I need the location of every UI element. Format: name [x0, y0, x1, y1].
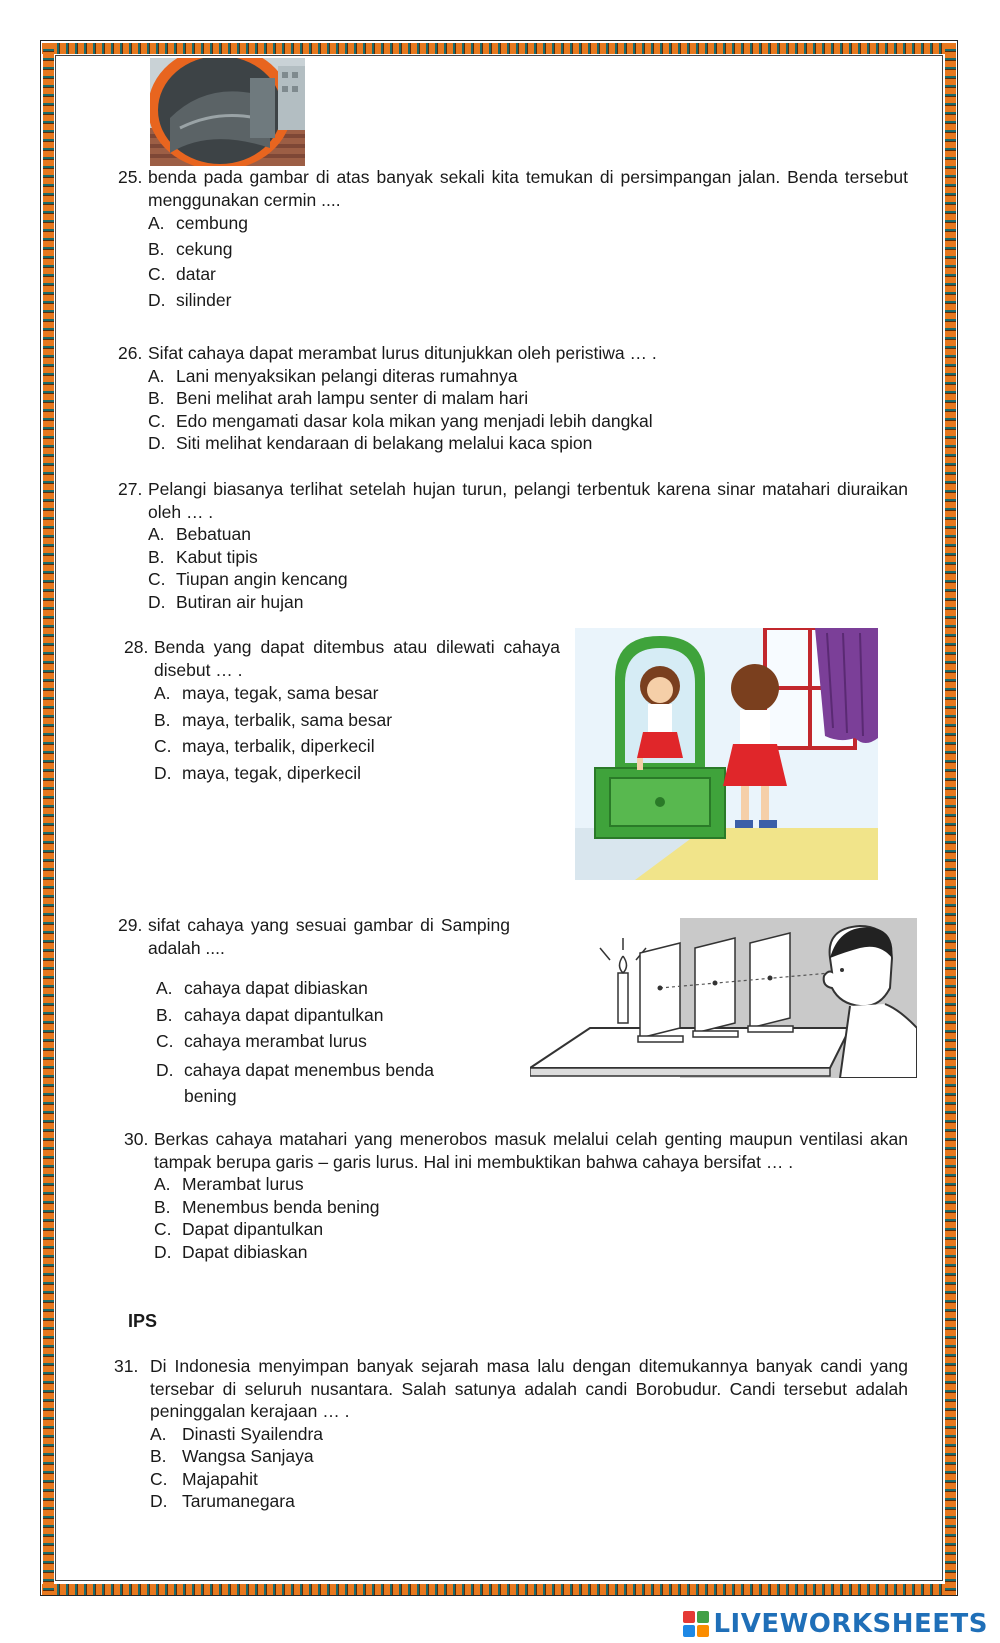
- option-text: Edo mengamati dasar kola mikan yang menjadi lebih dangkal: [176, 410, 653, 431]
- option-b[interactable]: [124, 1196, 908, 1219]
- option-c[interactable]: [118, 568, 908, 591]
- option-text: maya, tegak, sama besar: [182, 683, 379, 703]
- question-number: 30.: [124, 1129, 149, 1149]
- option-text: cembung: [176, 213, 248, 233]
- option-letter: A.: [148, 524, 165, 544]
- watermark-text: LIVEWORKSHEETS: [713, 1609, 988, 1639]
- option-text: Dapat dibiaskan: [182, 1241, 308, 1262]
- convex-mirror-photo: [150, 58, 305, 166]
- option-letter: C.: [154, 1219, 172, 1239]
- option-text: Bebatuan: [176, 524, 251, 544]
- option-text: cekung: [176, 238, 233, 259]
- option-text: Majapahit: [182, 1468, 258, 1489]
- question-text: Di Indonesia menyimpan banyak sejarah masa lalu dengan ditemukannya banyak candi yang tersebar di seluruh nusantara. Salah satunya adalah candi Borobudur. Candi tersebut adalah peninggalan kerajaan … .: [150, 1356, 908, 1421]
- girl-mirror-illustration: [575, 628, 878, 880]
- option-text: cahaya dapat dipantulkan: [184, 1004, 384, 1025]
- option-d[interactable]: [118, 591, 908, 614]
- option-letter: C.: [148, 264, 166, 284]
- option-letter: C.: [148, 569, 166, 589]
- question-number: 27.: [118, 479, 143, 499]
- option-letter: D.: [154, 762, 172, 783]
- border-right: [945, 43, 956, 1595]
- option-letter: B.: [156, 1004, 173, 1025]
- option-letter: D.: [154, 1241, 172, 1262]
- question-text: benda pada gambar di atas banyak sekali kita temukan di persimpangan jalan. Benda tersebut menggunakan cermin ....: [148, 167, 908, 210]
- question-text: Sifat cahaya dapat merambat lurus ditunjukkan oleh peristiwa … .: [148, 343, 657, 363]
- question-text: Berkas cahaya matahari yang menerobos masuk melalui celah genting maupun ventilasi akan tampak berupa garis – garis lurus. Hal ini membuktikan bahwa cahaya bersifat … .: [154, 1129, 908, 1172]
- option-a[interactable]: [124, 682, 560, 705]
- option-letter: A.: [150, 1423, 167, 1444]
- option-text: Menembus benda bening: [182, 1196, 380, 1217]
- option-b[interactable]: [114, 1445, 908, 1468]
- question-text: sifat cahaya yang sesuai gambar di Samping adalah ....: [148, 915, 510, 958]
- border-top: [42, 43, 956, 54]
- option-letter: D.: [148, 433, 166, 453]
- option-letter: B.: [154, 709, 171, 730]
- option-d[interactable]: [124, 1241, 908, 1264]
- option-letter: A.: [148, 365, 165, 386]
- option-text: cahaya dapat menembus benda bening: [184, 1059, 435, 1106]
- question-text: Pelangi biasanya terlihat setelah hujan turun, pelangi terbentuk karena sinar matahari diuraikan oleh … .: [148, 479, 908, 522]
- option-c[interactable]: [118, 410, 908, 433]
- option-text: silinder: [176, 289, 232, 310]
- option-text: cahaya dapat dibiaskan: [184, 978, 368, 998]
- liveworksheets-watermark: [683, 1607, 988, 1641]
- option-b[interactable]: [118, 238, 908, 261]
- option-letter: D.: [156, 1059, 174, 1080]
- option-text: Dapat dipantulkan: [182, 1219, 324, 1239]
- option-letter: C.: [156, 1031, 174, 1051]
- option-a[interactable]: [118, 977, 510, 1000]
- option-text: Beni melihat arah lampu senter di malam hari: [176, 388, 529, 408]
- option-letter: B.: [148, 238, 165, 259]
- option-c[interactable]: [118, 1030, 510, 1053]
- question-number: 28.: [124, 637, 149, 657]
- option-letter: B.: [154, 1196, 171, 1217]
- option-c[interactable]: [114, 1468, 908, 1491]
- question-25: [118, 166, 908, 311]
- liveworksheets-logo-icon: [683, 1611, 709, 1637]
- option-text: Siti melihat kendaraan di belakang melalui kaca spion: [176, 433, 593, 453]
- option-a[interactable]: [118, 523, 908, 546]
- option-text: cahaya merambat lurus: [184, 1031, 367, 1051]
- option-letter: D.: [148, 591, 166, 612]
- option-letter: C.: [150, 1468, 168, 1489]
- option-text: maya, terbalik, diperkecil: [182, 736, 375, 756]
- option-letter: C.: [154, 736, 172, 756]
- option-a[interactable]: [114, 1423, 908, 1446]
- option-c[interactable]: [124, 1218, 908, 1241]
- option-b[interactable]: [118, 546, 908, 569]
- question-number: 29.: [118, 915, 143, 935]
- option-letter: A.: [154, 1174, 171, 1194]
- option-d[interactable]: [118, 432, 908, 455]
- option-letter: A.: [154, 683, 171, 703]
- option-text: Tarumanegara: [182, 1491, 295, 1511]
- option-d[interactable]: [118, 289, 908, 312]
- option-letter: B.: [148, 546, 165, 567]
- option-b[interactable]: [118, 387, 908, 410]
- option-b[interactable]: [118, 1004, 510, 1027]
- question-27: [118, 478, 908, 613]
- question-30: [124, 1128, 908, 1263]
- option-letter: A.: [156, 978, 173, 998]
- border-left: [43, 43, 54, 1595]
- option-text: maya, tegak, diperkecil: [182, 762, 361, 783]
- border-bottom: [42, 1584, 956, 1595]
- option-d[interactable]: [118, 1057, 458, 1109]
- option-a[interactable]: [118, 212, 908, 235]
- option-a[interactable]: [124, 1173, 908, 1196]
- option-text: Butiran air hujan: [176, 591, 304, 612]
- question-26: [118, 342, 908, 455]
- option-letter: B.: [150, 1446, 167, 1466]
- section-heading-ips: IPS: [128, 1311, 158, 1331]
- question-31: [114, 1355, 908, 1513]
- question-text: Benda yang dapat ditembus atau dilewati cahaya disebut … .: [154, 637, 560, 680]
- option-text: Tiupan angin kencang: [176, 569, 348, 589]
- question-28: [124, 636, 560, 784]
- option-text: Kabut tipis: [176, 546, 258, 567]
- question-number: 31.: [114, 1356, 139, 1376]
- option-letter: D.: [148, 289, 166, 310]
- option-a[interactable]: [118, 365, 908, 388]
- light-travels-straight-illustration: [530, 918, 917, 1078]
- option-d[interactable]: [124, 762, 560, 785]
- option-text: Dinasti Syailendra: [182, 1423, 324, 1444]
- option-b[interactable]: [124, 709, 560, 732]
- question-number: 25.: [118, 167, 143, 187]
- option-text: Merambat lurus: [182, 1174, 304, 1194]
- option-text: datar: [176, 264, 216, 284]
- option-c[interactable]: [118, 263, 908, 286]
- question-29: [118, 914, 510, 1109]
- option-letter: D.: [150, 1491, 168, 1511]
- option-d[interactable]: [114, 1490, 908, 1513]
- option-text: Wangsa Sanjaya: [182, 1446, 314, 1466]
- option-text: Lani menyaksikan pelangi diteras rumahnya: [176, 365, 518, 386]
- option-letter: C.: [148, 410, 166, 431]
- option-c[interactable]: [124, 735, 560, 758]
- question-number: 26.: [118, 343, 143, 363]
- option-text: maya, terbalik, sama besar: [182, 709, 393, 730]
- option-letter: A.: [148, 213, 165, 233]
- option-letter: B.: [148, 388, 165, 408]
